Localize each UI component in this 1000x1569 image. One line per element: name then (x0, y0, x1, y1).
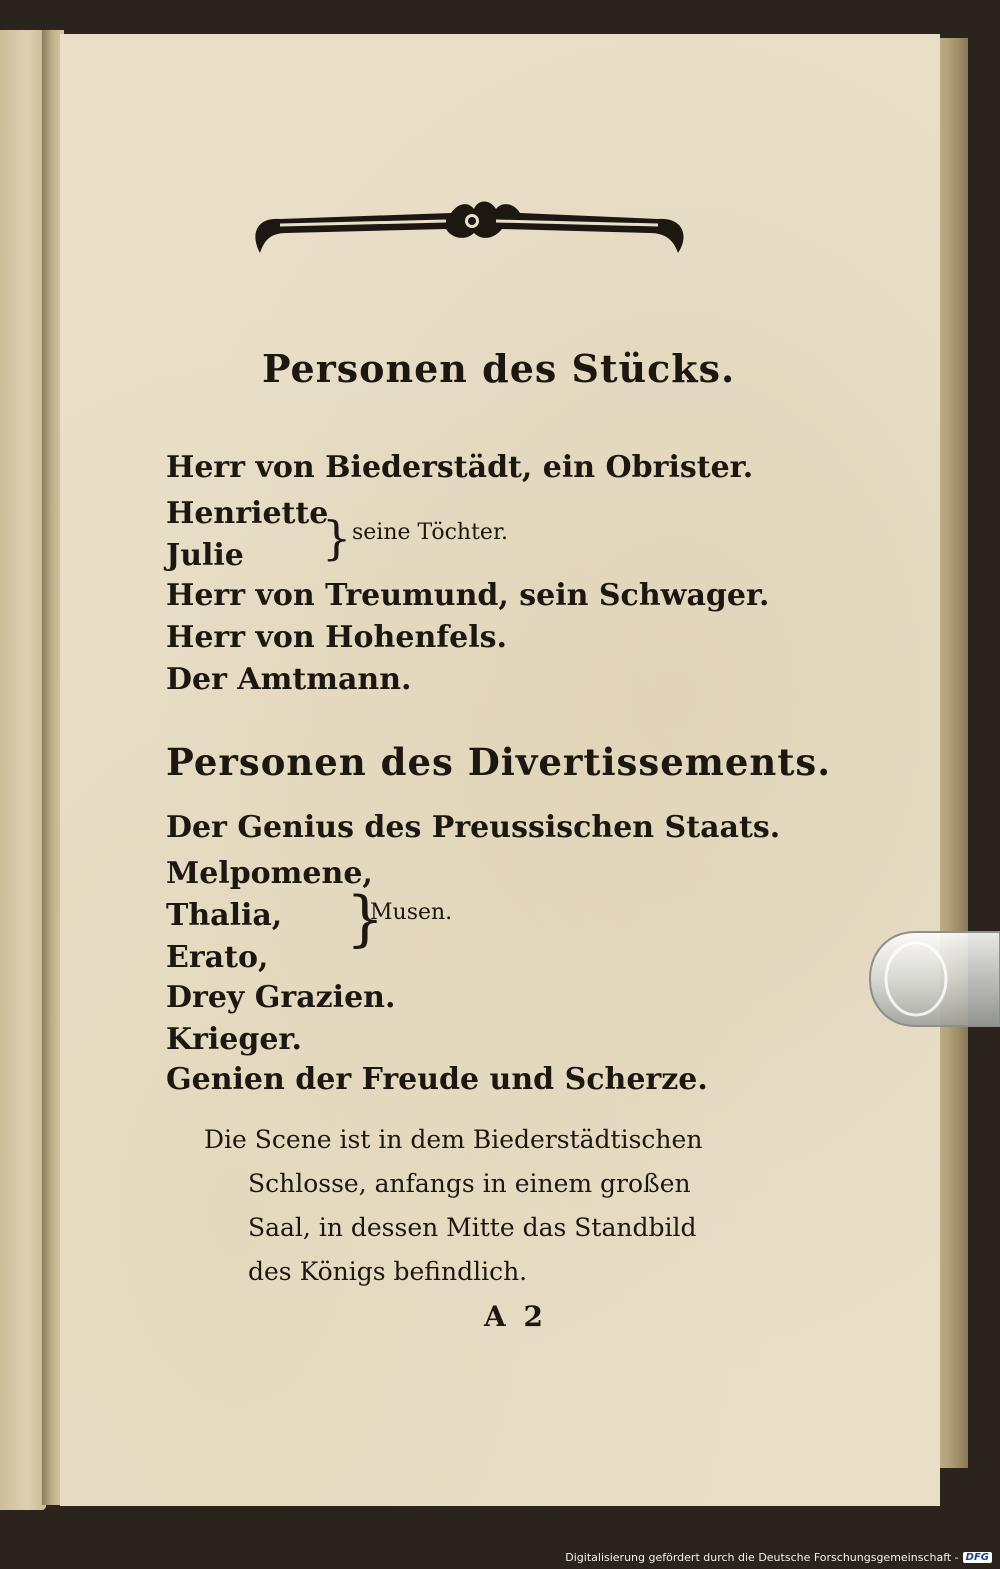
scene-line: Die Scene ist in dem Biederstädtischen (204, 1125, 703, 1154)
scene-line: des Königs befindlich. (248, 1257, 528, 1286)
cast-line: Der Genius des Preussischen Staats. (166, 810, 781, 845)
scene-line: Schlosse, anfangs in einem großen (248, 1169, 691, 1198)
cast-name: Melpomene, (166, 856, 373, 891)
cast-name: Julie (166, 538, 244, 573)
cast-name: Henriette (166, 496, 329, 531)
footer-credit (565, 1547, 992, 1567)
footer-text: Digitalisierung gefördert durch die Deutsche Forschungsgemeinschaft - (565, 1550, 959, 1564)
daughters-group (166, 496, 566, 582)
heading-divertissement-persons: Personen des Divertissements. (166, 740, 832, 784)
cast-name: Erato, (166, 940, 269, 975)
cast-line: Herr von Treumund, sein Schwager. (166, 578, 770, 613)
muses-group (166, 856, 566, 986)
brace-label: Musen. (370, 900, 453, 925)
cast-line: Herr von Hohenfels. (166, 620, 507, 655)
brace-icon: } (322, 511, 352, 565)
page-clip-icon (868, 928, 1000, 1030)
cast-line: Drey Grazien. (166, 980, 396, 1015)
signature-mark: A 2 (484, 1300, 547, 1333)
scene-description (204, 1118, 772, 1294)
cast-line: Genien der Freude und Scherze. (166, 1062, 708, 1097)
brace-icon: } (346, 884, 385, 954)
heading-play-persons: Personen des Stücks. (262, 346, 736, 391)
left-page-edge (0, 30, 46, 1510)
scene-line: Saal, in dessen Mitte das Standbild (248, 1213, 697, 1242)
dfg-logo: DFG (963, 1552, 992, 1563)
cast-name: Thalia, (166, 898, 283, 933)
cast-line: Krieger. (166, 1022, 302, 1057)
cast-line: Herr von Biederstädt, ein Obrister. (166, 450, 754, 485)
header-ornament-icon (246, 195, 692, 265)
brace-label: seine Töchter. (352, 520, 509, 545)
cast-line: Der Amtmann. (166, 662, 412, 697)
